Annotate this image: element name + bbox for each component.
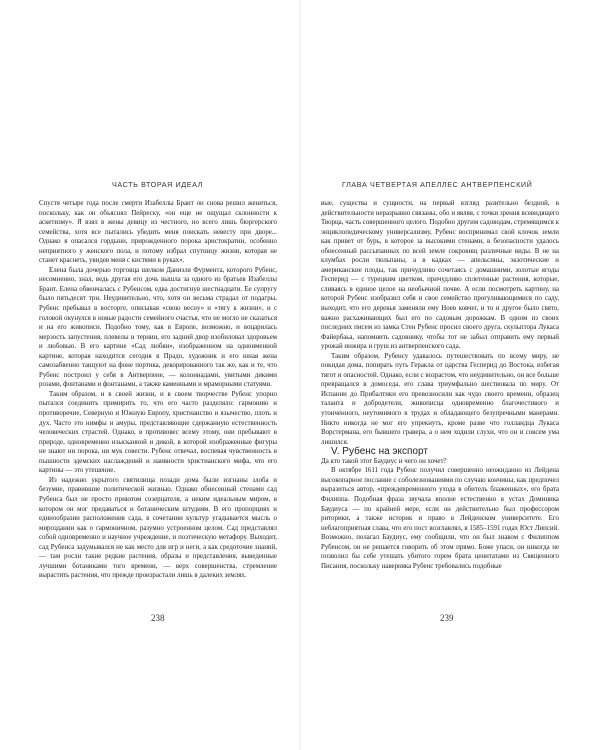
paragraph: вые, существа и сущности, на первый взгляд разительно бездной, в действительности неразрывно связаны, обо и являя, с точки зрения всевидящего Творца, часть совершенного целого. Подобно другим садоводам, стремящимся к энциклопедическому универсализму, Рубенс воспринимал свой клочок земли как привет от бурь, в которое за высокими стенами, в безопасности удалось обнесенный рассыпанных по всей земле сокровищ различные виды. В не на клумбах росли тюльпаны, а в кадках — апельсины, экзотические и американские плоды, так причудливо сочетаясь с домашними, золотые ягоды Гесперид — с турецким цветком, причудливо сплетенные растения, которые, сливаясь в единое целое на необычной почве. А если посмотреть картину, на которой Рубенс изобразил себя и свое семейство прогуливающимися по саду, выходит, что его деревья заменяли ему Ноев ковчег, и то и другое было свято, важно расхаживающих был его по садовым дорожкам. В одном из своих последних писем из замка Стен Рубенс просил своего друга, скульптора Лукаса Файербаьа, напомнить садовнику, чтобы тот не забыл отправить ему первый урожай инжира и груш из антверпенского сада. (321, 200, 559, 351)
paragraph: В октябре 1611 года Рубенс получил совершенно неожиданно из Лейдена высокопарное послание с соболезнованиями по случаю кончины, как предпочел выразиться автор, «преждевременного ухода в обитель блаженных», его брата Филиппа. Подобная фраза звучала вполне естественно в устах Доминика Баудиуса — по крайней мере, если он действительно был профессором риторики, а также историк и право в Лейденском университете. Его неблагоприятная слава, что его пост возглавлял, в 1585–1591 годах Юст Липсий. Возможно, полагал Баудиус, ему сообщили, что он был знаком с Филиппом Рубенсом, он не решается говорить об этом прямо. Боже упаси, он никогда не позволил бы себе утешать убитого горем брата ценитатами из Священного Писания, поскольку наверняка Рубенс требовались подобные (321, 467, 559, 570)
paragraph: Елена была дочерью торговца шелком Даниэля Фурмента, которого Рубенс, несомненно, знал, ведь другая его дочь вышла за одного из братьев Изабеллы Брант. Елена обвенчалась с Рубенсом, едва достигнув шестнадцати. Ее супругу было пятьдесят три. Неудивительно, что, хотя он весьма страдал от подагры, Рубенс пребывал в восторге, описывая «свою весну» и «тягу к жизни», и с головой окунулся в новые радости семейного счастья, что не могло не сказаться и на его живописи. Подобно тому, как в Европе, возможно, и воцарилась мерзость запустения, плевелы и тернии, его задний двор изобиловал здоровьем и любовью. В его картине «Сад любви», изображенном на одноименной картине, которая находится сегодня в Прадо, художник и его юная жена самозабвенно танцуют на фоне портика, декорированного так же, как и те, что Рубенс построил у себя в Антверпене, — колоннадами, увитыми дикими розами, фонтанами и фонтанами, а также каменными и мраморными статуями. (39, 266, 277, 389)
paragraph: Таким образом, и в своей жизни, и в своем творчестве Рубенс упорно пытался соединить примирить то, что его часто разделяло: гармонию и противоречие, Северную и Южную Европу, христианство и язычество, плоть и дух. Часто это нимфы и амуры, представляющие сдержанную естественность человеческих страстей. Однако, в противовес всему этому, они пребывают в природе, одновременно изысканной и дикой, в которой изображенные фигуры не знают ни порока, ни мук совести. Рубенс отвечал, воспевая чувственность в пышности эдемских наслаждений и наивности христианского мифа, что его картины — это утешение. (39, 390, 277, 475)
left-page-number: 238 (151, 613, 165, 623)
section-title: V. Рубенс на экспорт (331, 446, 428, 458)
right-running-head: ГЛАВА ЧЕТВЕРТАЯ АПЕЛЛЕС АНТВЕРПЕНСКИЙ (342, 180, 533, 189)
left-body-text (39, 199, 277, 581)
paragraph: Да кто такой этот Баудиус и чего он хочет? (321, 457, 447, 465)
right-body-text (321, 199, 559, 571)
paragraph: Спустя четыре года после смерти Изабеллы Брант он снова решил жениться, поскольку, как он объяснял Пейреску, «он еще не ощущал склонности к аскетизму». Я взял в жены девицу из честного, но всего лишь бюргерского семейства, хотя все пытались убедить меня поискать невесту при дворе... Однако я опасался гордыни, прирожденного порока аристократии, особенно неприятного у женского пола, и потому избрал спутницу жизни, которая не станет краснеть, увидев меня с кистями в руках». (39, 200, 277, 265)
paragraph: Из надежно укрытого святилища позади дома были изгнаны злоба и безумие, правившие политической жизнью. Однако обнесенный стенами сад Рубенса был не просто приютом созерцателя, а неким идеальным миром, в котором он мог предаваться и ботаническим штудиям. В его пропорциях и единообразии расположения сада, в сочетании культур угадывается мысль о мироздании как о гармоничном, разумно устроенном целом. Сад представлял собой одновременно и научное учреждение, и поэтическую метафору. Выходит, сад Рубенса задумывался не как место для игр и неги, а как средоточие знаний, — там росли такие редкие растения, образы и представления, выведенные лучшими ботаниками того времени, — верх совершенства, стремление вырастить растения, что прежде произрастали лишь в далеких землях. (39, 476, 277, 580)
right-page-number: 239 (440, 613, 454, 623)
left-running-head: ЧАСТЬ ВТОРАЯ ИДЕАЛ (112, 180, 204, 189)
paragraph: Таким образом, Рубенсу удавалось путешествовать по всему миру, не покидая дома, попирать путь Геракла от царства Гесперид до Востока, избегая тягот и опасностей. Однако, если с возрастом, что неудивительно, он все больше превращался в домоседа, его слава триумфально шествовала по миру. От Испании до Прибалтики его превозносили как чудо своего времени, образец таланта и добродетели, живописца одновременно благочестивого и утонченного, неутомимого в трудах и обладающего безупречными манерами. Никто никогда не мог его упрекнуть, кроме разве что голландца Лукаса Ворстермана, его бывшего гравера, а о нем ходили слухи, что он и совсем ума лишился. (321, 352, 559, 446)
right-page (300, 0, 600, 750)
